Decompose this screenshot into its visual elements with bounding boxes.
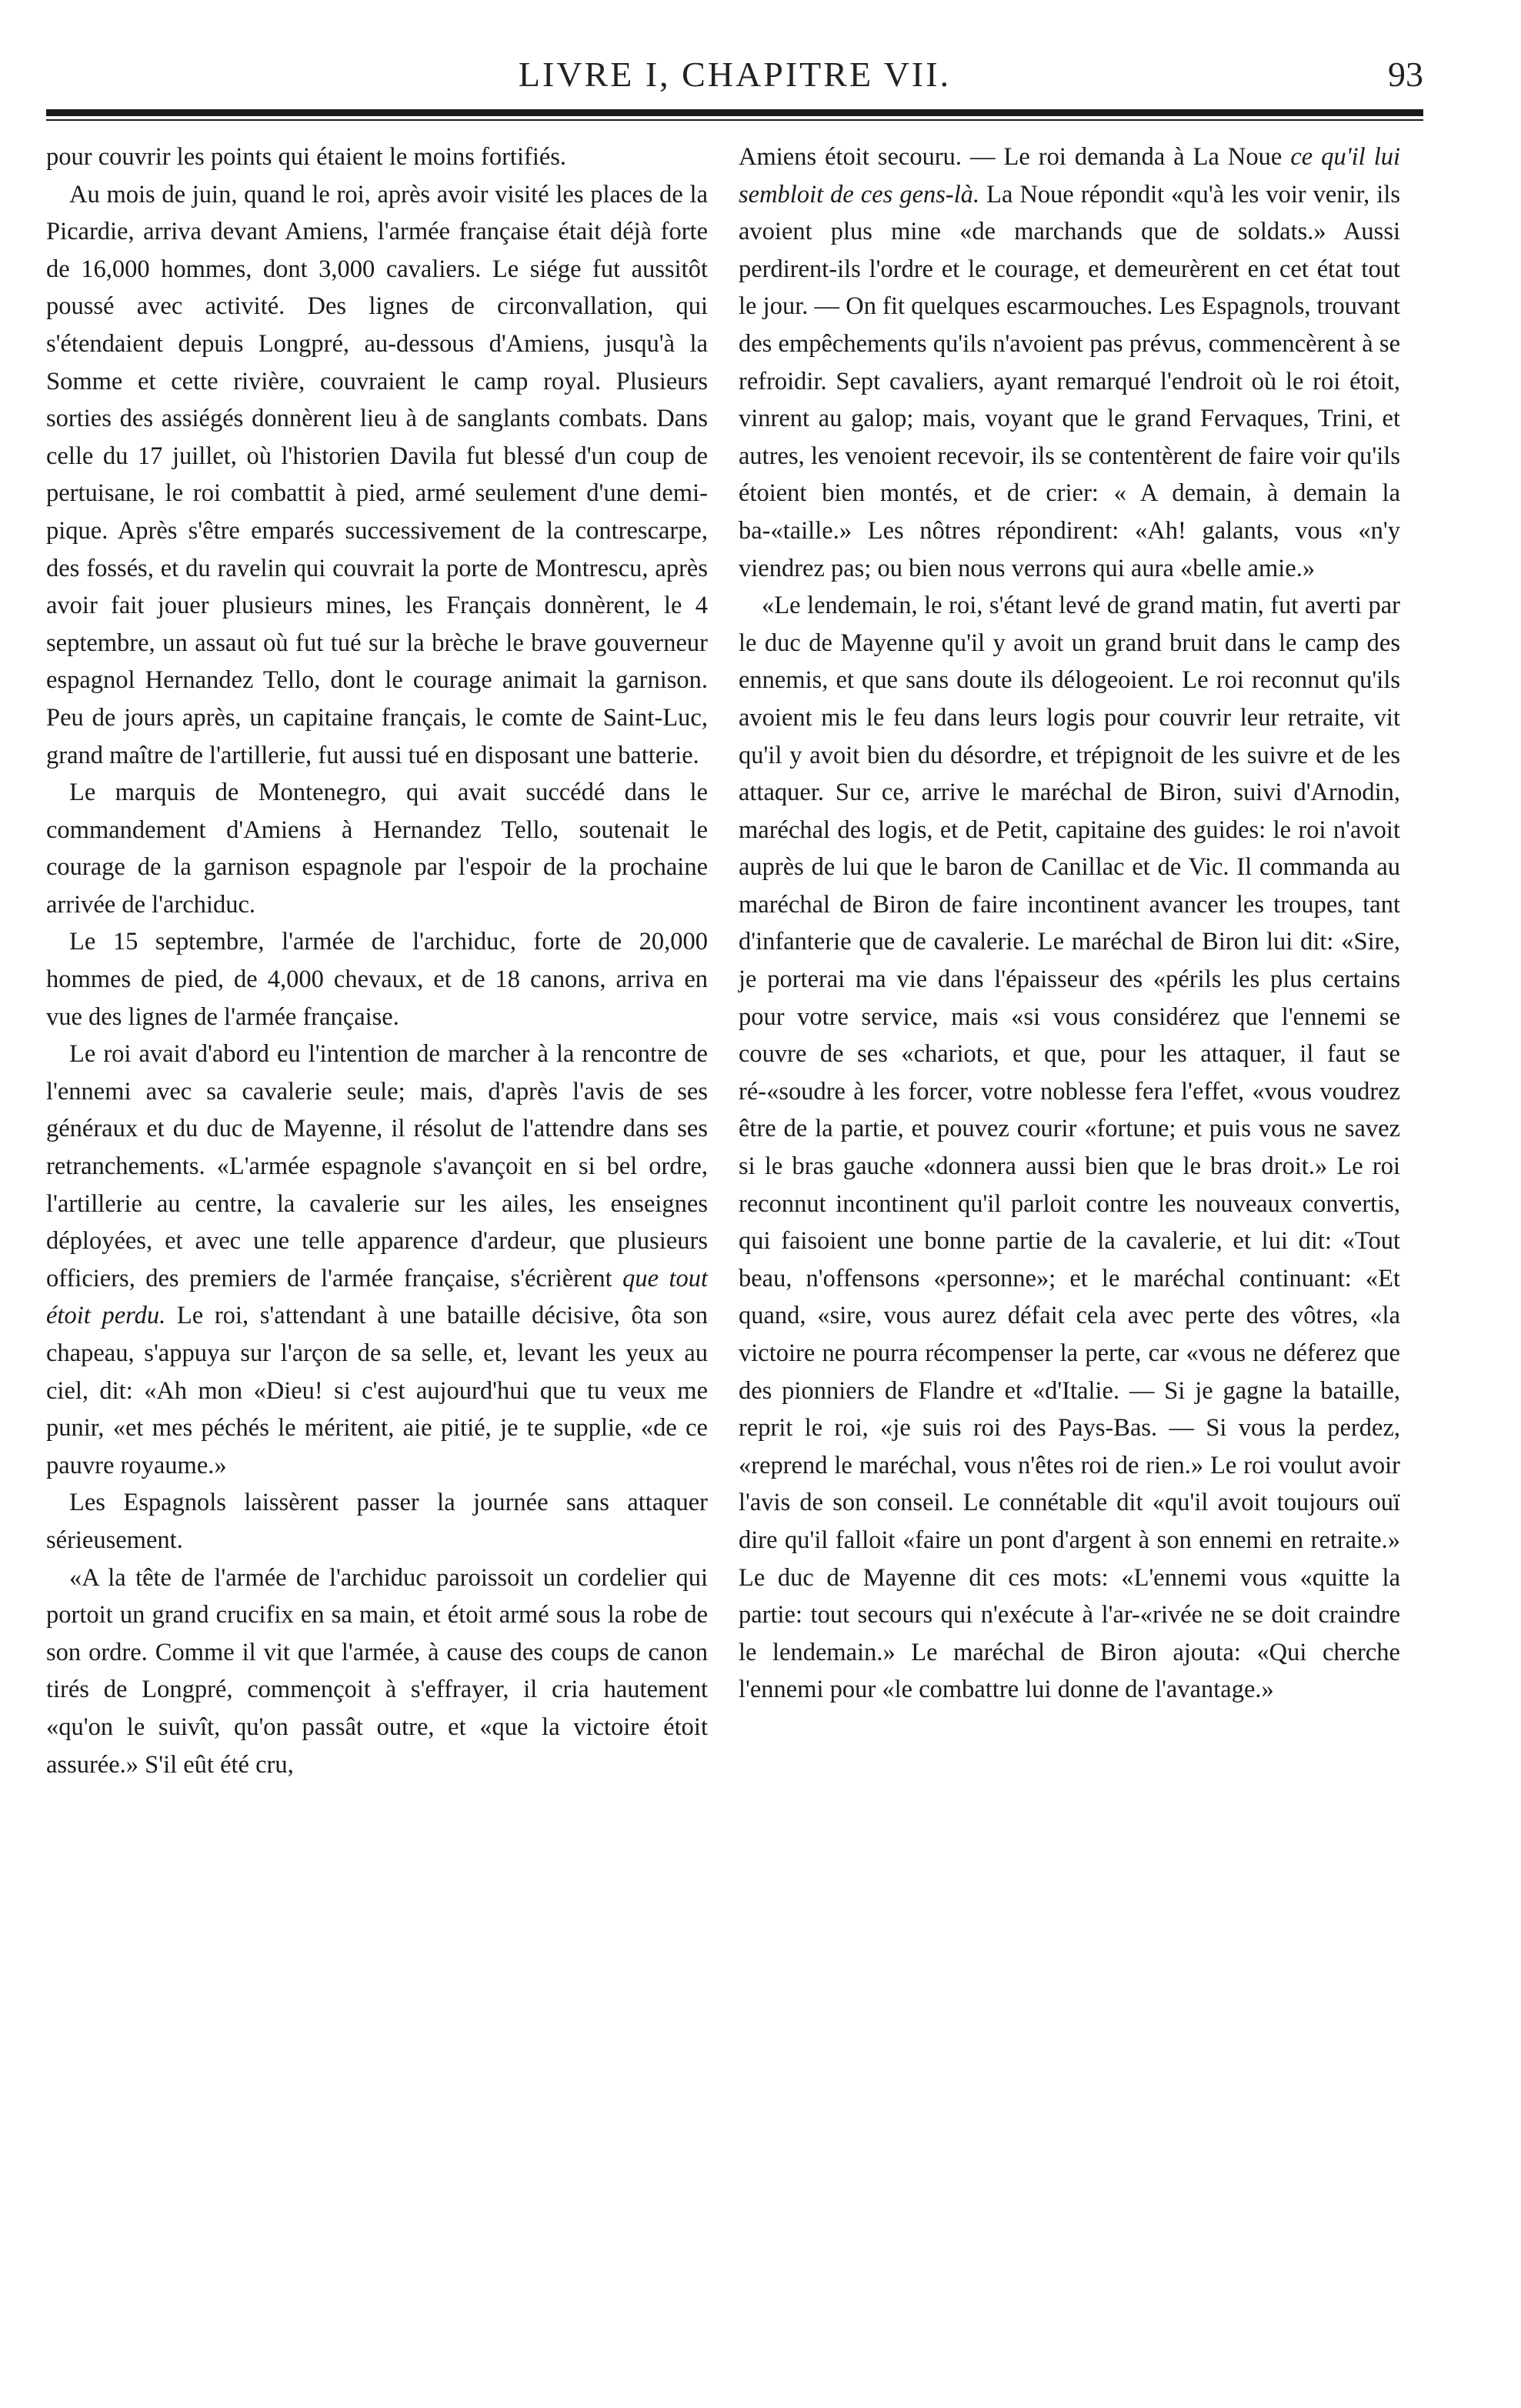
paragraph-text-continued: Le roi, s'attendant à une bataille décisive, ôta son chapeau, s'appuya sur l'arçon de sa selle, et, levant les yeux au ciel, dit: «Ah mon «Dieu! si c'est aujourd'hui que tu veux me punir, «et mes péchés le méritent, aie pitié, je te supplie, «de ce pauvre royaume.» bbox=[46, 1302, 708, 1479]
italic-phrase: ce qu'il lui sembloit de ces gens-là. bbox=[739, 143, 1401, 208]
page-number: 93 bbox=[1388, 55, 1423, 94]
left-column bbox=[46, 138, 708, 1783]
page-header bbox=[46, 38, 1423, 108]
paragraph-text: pour couvrir les points qui étaient le moins fortifiés. bbox=[46, 143, 567, 171]
paragraph bbox=[46, 1559, 708, 1784]
paragraph-text: «A la tête de l'armée de l'archiduc paroissoit un cordelier qui portoit un grand crucifix en sa main, et étoit armé sous la robe de son ordre. Comme il vit que l'armée, à cause des coups de canon tirés de Longpré, commençoit à s'effrayer, il cria hautement «qu'on le suivît, qu'on passât outre, et «que la victoire étoit assurée.» S'il eût été cru, bbox=[46, 1563, 708, 1779]
paragraph bbox=[46, 1484, 708, 1559]
header-rule bbox=[46, 109, 1423, 116]
paragraph bbox=[739, 587, 1400, 1709]
paragraph-text: Les Espagnols laissèrent passer la journée sans attaquer sérieusement. bbox=[46, 1489, 708, 1554]
paragraph bbox=[46, 176, 708, 775]
paragraph bbox=[46, 774, 708, 923]
paragraph bbox=[739, 138, 1400, 587]
paragraph bbox=[46, 923, 708, 1036]
paragraph bbox=[46, 1036, 708, 1484]
paragraph-text: «Le lendemain, le roi, s'étant levé de grand matin, fut averti par le duc de Mayenne qu'il y avoit un grand bruit dans le camp des ennemis, et que sans doute ils délogeoient. Le roi reconnut qu'ils avoient mis le feu dans leurs logis pour couvrir leur retraite, vit qu'il y avoit bien du désordre, et trépignoit de les suivre et de les attaquer. Sur ce, arrive le maréchal de Biron, suivi d'Arnodin, maréchal des logis, et de Petit, capitaine des guides: le roi n'avoit auprès de lui que le baron de Canillac et de Vic. Il commanda au maréchal de Biron de faire incontinent avancer les troupes, tant d'infanterie que de cavalerie. Le maréchal de Biron lui dit: «Sire, je porterai ma vie dans l'épaisseur des «périls les plus certains pour votre service, mais «si vous considérez que l'ennemi se couvre de ses «chariots, et que, pour les attaquer, il faut se ré-«soudre à les forcer, votre noblesse fera l'effet, «vous voudrez être de la partie, et pouvez courir «fortune; et puis vous ne savez si le bras gauche «donnera aussi bien que le bras droit.» Le roi reconnut incontinent qu'il parloit contre les nouveaux convertis, qui faisoient une bonne partie de la cavalerie, et lui dit: «Tout beau, n'offensons «personne»; et le maréchal continuant: «Et quand, «sire, vous aurez défait cela avec perte des vôtres, «la victoire ne pourra récompenser la perte, car «vous ne déferez que des pionniers de Flandre et «d'Italie. — Si je gagne la bataille, reprit le roi, «je suis roi des Pays-Bas. — Si vous la perdez, «reprend le maréchal, vous n'êtes roi de rien.» Le roi voulut avoir l'avis de son conseil. Le connétable dit «qu'il avoit toujours ouï dire qu'il falloit «faire un pont d'argent à son ennemi en retraite.» Le duc de Mayenne dit ces mots: «L'ennemi vous «quitte la partie: tout secours qui n'exécute à l'ar-«rivée ne se doit craindre le lendemain.» Le maréchal de Biron ajouta: «Qui cherche l'ennemi pour «le combattre lui donne de l'avantage.» bbox=[739, 592, 1400, 1704]
paragraph-text-continued: La Noue répondit «qu'à les voir venir, ils avoient plus mine «de marchands que de soldats.» Aussi perdirent-ils l'ordre et le courage, et demeurèrent en cet état tout le jour. — On fit quelques escarmouches. Les Espagnols, trouvant des empêchements qu'ils n'avoient pas prévus, commencèrent à se refroidir. Sept cavaliers, ayant remarqué l'endroit où le roi étoit, vinrent au galop; mais, voyant que le grand Fervaques, Trini, et autres, les venoient recevoir, ils se contentèrent de faire voir qu'ils étoient bien montés, et de crier: « A demain, à demain la ba-«taille.» Les nôtres répondirent: «Ah! galants, vous «n'y viendrez pas; ou bien nous verrons qui aura «belle amie.» bbox=[739, 180, 1400, 582]
paragraph-text: Amiens étoit secouru. — Le roi demanda à La Noue bbox=[739, 143, 1283, 171]
paragraph-text: Le roi avait d'abord eu l'intention de marcher à la rencontre de l'ennemi avec sa cavalerie seule; mais, d'après l'avis de ses généraux et du duc de Mayenne, il résolut de l'attendre dans ses retranchements. «L'armée espagnole s'avançoit en si bel ordre, l'artillerie au centre, la cavalerie sur les ailes, les enseignes déployées, et avec une telle apparence d'ardeur, que plusieurs officiers, des premiers de l'armée française, s'écrièrent bbox=[46, 1040, 708, 1292]
paragraph-text: Au mois de juin, quand le roi, après avoir visité les places de la Picardie, arriva devant Amiens, l'armée française était déjà forte de 16,000 hommes, dont 3,000 cavaliers. Le siége fut aussitôt poussé avec activité. Des lignes de circonvallation, qui s'étendaient depuis Longpré, au-dessous d'Amiens, jusqu'à la Somme et cette rivière, couvraient le camp royal. Plusieurs sorties des assiégés donnèrent lieu à de sanglants combats. Dans celle du 17 juillet, où l'historien Davila fut blessé d'un coup de pertuisane, le roi combattit à pied, armé seulement d'une demi-pique. Après s'être emparés successivement de la contrescarpe, des fossés, et du ravelin qui couvrait la porte de Montrescu, après avoir fait jouer plusieurs mines, les Français donnèrent, le 4 septembre, un assaut où fut tué sur la brèche le brave gouverneur espagnol Hernandez Tello, dont le courage animait la garnison. Peu de jours après, un capitaine français, le comte de Saint-Luc, grand maître de l'artillerie, fut aussi tué en disposant une batterie. bbox=[46, 180, 708, 769]
right-column bbox=[739, 138, 1400, 1709]
paragraph bbox=[46, 138, 708, 176]
paragraph-text: Le marquis de Montenegro, qui avait succédé dans le commandement d'Amiens à Hernandez Tello, soutenait le courage de la garnison espagnole par l'espoir de la prochaine arrivée de l'archiduc. bbox=[46, 779, 708, 919]
running-title: LIVRE I, CHAPITRE VII. bbox=[518, 55, 952, 94]
paragraph-text: Le 15 septembre, l'armée de l'archiduc, forte de 20,000 hommes de pied, de 4,000 chevaux, et de 18 canons, arriva en vue des lignes de l'armée française. bbox=[46, 928, 708, 1031]
italic-phrase: que tout étoit perdu. bbox=[46, 1264, 709, 1330]
